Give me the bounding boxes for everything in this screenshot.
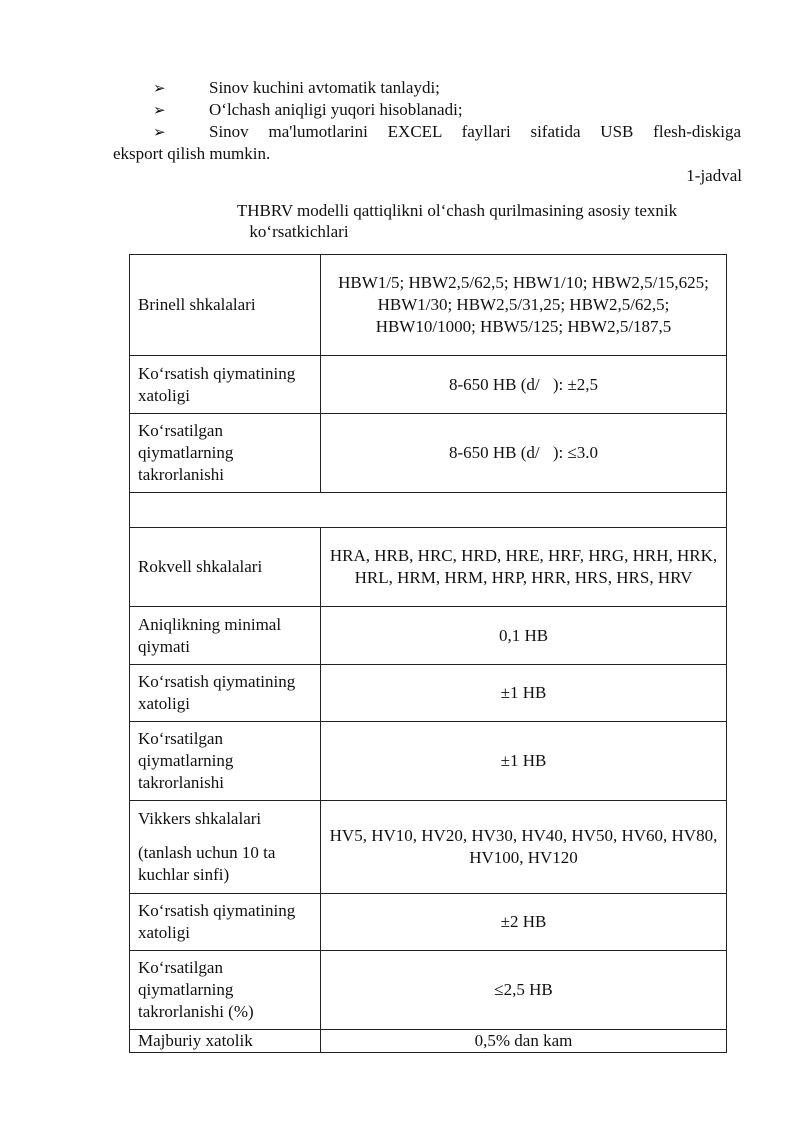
- row-value: 0,5% dan kam: [321, 1030, 727, 1053]
- row-label: Ko‘rsatilgan qiymatlarning takrorlanishi: [130, 722, 321, 801]
- table-row: [130, 894, 727, 951]
- row-label: Majburiy xatolik: [130, 1030, 321, 1053]
- table-row: [130, 665, 727, 722]
- table-number: 1-jadval: [686, 166, 742, 185]
- bullet-continuation: eksport qilish mumkin.: [113, 144, 271, 163]
- row-label: Ko‘rsatilgan qiymatlarning takrorlanishi (%): [130, 951, 321, 1030]
- row-value: ≤2,5 HB: [321, 951, 727, 1030]
- bullet-text-2: O‘lchash aniqligi yuqori hisoblanadi;: [209, 100, 463, 119]
- row-label-main: Vikkers shkalalari: [138, 809, 262, 828]
- row-value: HBW1/5; HBW2,5/62,5; HBW1/10; HBW2,5/15,625; HBW1/30; HBW2,5/31,25; HBW2,5/62,5; HBW10/1000; HBW5/125; HBW2,5/187,5: [321, 255, 727, 356]
- row-label: Ko‘rsatilgan qiymatlarning takrorlanishi: [130, 414, 321, 493]
- empty-cell: [130, 493, 727, 528]
- table-title-line-2: [100, 221, 788, 243]
- table-row: [130, 722, 727, 801]
- bullet-text-3: Sinov ma'lumotlarini EXCEL fayllari sifatida USB flesh-diskiga: [209, 122, 741, 141]
- table-title-line-2-text: ko‘rsatkichlari: [249, 222, 349, 241]
- specs-table: [129, 254, 727, 1053]
- table-row: [130, 1030, 727, 1053]
- row-value: 0,1 HB: [321, 607, 727, 665]
- row-label: Ko‘rsatish qiymatining xatoligi: [130, 665, 321, 722]
- row-label: Rokvell shkalalari: [130, 528, 321, 607]
- table-row: [130, 414, 727, 493]
- row-label: Brinell shkalalari: [130, 255, 321, 356]
- row-value: 8-650 HB (d/⃞): ≤3.0: [321, 414, 727, 493]
- row-value: 8-650 HB (d/⃞): ±2,5: [321, 356, 727, 414]
- bullet-item-3: [153, 121, 741, 143]
- row-label: [130, 801, 321, 894]
- table-row: [130, 528, 727, 607]
- table-row-empty: [130, 493, 727, 528]
- row-label: Ko‘rsatish qiymatining xatoligi: [130, 356, 321, 414]
- table-row: [130, 607, 727, 665]
- row-label-sub: (tanlash uchun 10 ta kuchlar sinfi): [138, 843, 276, 884]
- row-value: ±2 HB: [321, 894, 727, 951]
- row-value: ±1 HB: [321, 665, 727, 722]
- arrow-bullet-icon: ➢: [153, 101, 166, 119]
- row-label: Ko‘rsatish qiymatining xatoligi: [130, 894, 321, 951]
- row-label: Aniqlikning minimal qiymati: [130, 607, 321, 665]
- table-row: [130, 356, 727, 414]
- bullet-item-1: [153, 77, 440, 99]
- table-title-line-1: THBRV modelli qattiqlikni ol‘chash qurilmasining asosiy texnik: [236, 201, 678, 220]
- row-value: HV5, HV10, HV20, HV30, HV40, HV50, HV60, HV80, HV100, HV120: [321, 801, 727, 894]
- table-row: [130, 255, 727, 356]
- bullet-text-1: Sinov kuchini avtomatik tanlaydi;: [209, 78, 440, 97]
- arrow-bullet-icon: ➢: [153, 123, 166, 141]
- table-row: [130, 801, 727, 894]
- bullet-item-2: [153, 99, 463, 121]
- arrow-bullet-icon: ➢: [153, 79, 166, 97]
- row-value: ±1 HB: [321, 722, 727, 801]
- row-value: HRA, HRB, HRC, HRD, HRE, HRF, HRG, HRH, HRK, HRL, HRM, HRM, HRP, HRR, HRS, HRS, HRV: [321, 528, 727, 607]
- table-row: [130, 951, 727, 1030]
